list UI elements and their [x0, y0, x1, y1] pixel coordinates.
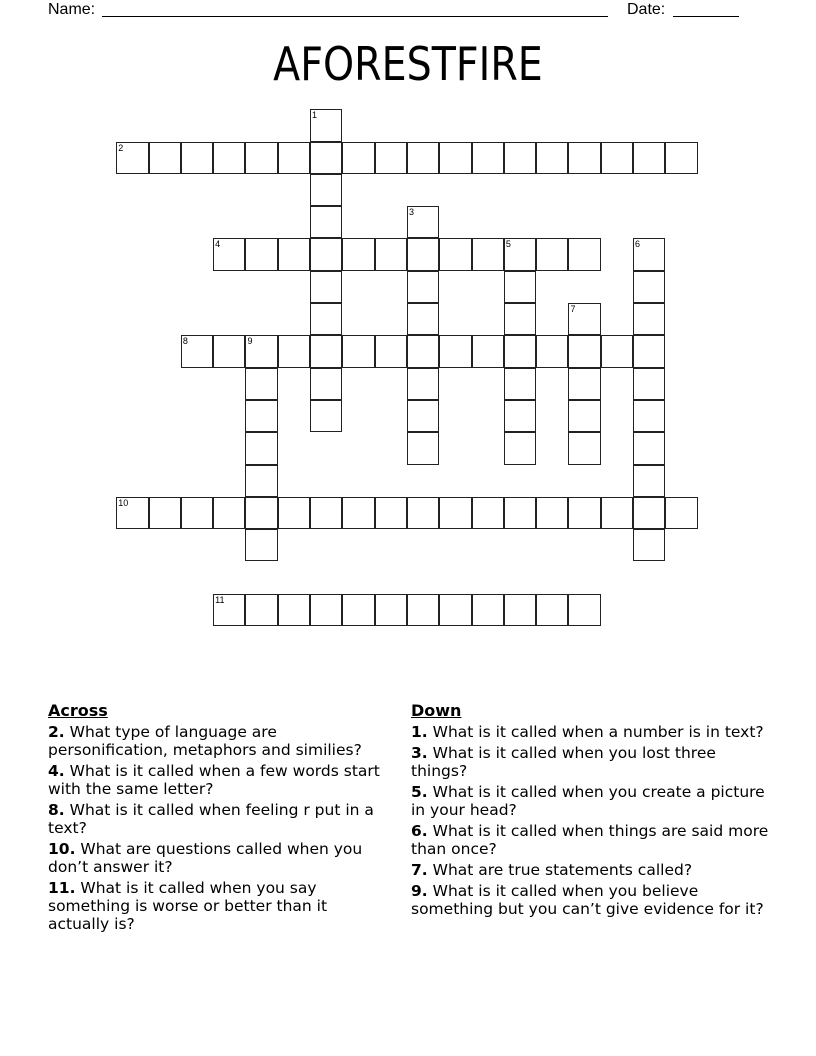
grid-cell[interactable]	[504, 238, 536, 270]
grid-cell[interactable]	[472, 238, 504, 270]
clue-number: 1	[312, 110, 318, 121]
clue-number: 6	[635, 239, 641, 250]
clue-text: What is it called when a number is in text?	[432, 723, 764, 741]
down-clues	[411, 701, 771, 921]
grid-cell[interactable]	[310, 497, 342, 529]
grid-cell[interactable]	[536, 594, 568, 626]
grid-cell[interactable]	[536, 238, 568, 270]
clue-text: What is it called when you say something is worse or better than it actually is?	[48, 879, 328, 933]
grid-cell[interactable]	[407, 368, 439, 400]
grid-cell[interactable]	[245, 594, 277, 626]
grid-cell[interactable]	[213, 594, 245, 626]
grid-cell[interactable]	[407, 497, 439, 529]
clue-num: 5.	[411, 783, 428, 801]
grid-cell[interactable]	[633, 432, 665, 464]
clue-num: 11.	[48, 879, 76, 897]
grid-cell[interactable]	[407, 400, 439, 432]
grid-cell[interactable]	[568, 432, 600, 464]
down-clue	[411, 744, 771, 780]
grid-cell[interactable]	[310, 594, 342, 626]
clue-number: 9	[247, 336, 253, 347]
name-label: Name:	[48, 1, 96, 18]
grid-cell[interactable]	[439, 142, 471, 174]
grid-cell[interactable]	[342, 335, 374, 367]
grid-cell[interactable]	[213, 238, 245, 270]
grid-cell[interactable]	[504, 335, 536, 367]
grid-cell[interactable]	[181, 142, 213, 174]
grid-cell[interactable]	[568, 238, 600, 270]
clue-text: What is it called when you lost three things?	[411, 744, 716, 780]
clue-number: 11	[215, 594, 225, 605]
puzzle-title: AFORESTFIRE	[273, 37, 543, 91]
grid-cell[interactable]	[310, 109, 342, 141]
grid-cell[interactable]	[536, 142, 568, 174]
grid-cell[interactable]	[633, 142, 665, 174]
grid-cell[interactable]	[310, 174, 342, 206]
clue-num: 7.	[411, 861, 428, 879]
grid-cell[interactable]	[439, 335, 471, 367]
grid-cell[interactable]	[568, 368, 600, 400]
clue-text: What is it called when things are said more than once?	[411, 822, 769, 858]
clue-number: 8	[182, 336, 188, 347]
clue-number: 2	[118, 142, 124, 153]
grid-cell[interactable]	[310, 400, 342, 432]
grid-cell[interactable]	[310, 142, 342, 174]
clue-text: What is it called when you create a picture in your head?	[411, 783, 765, 819]
clue-num: 9.	[411, 882, 428, 900]
down-clue	[411, 861, 771, 879]
grid-cell[interactable]	[149, 142, 181, 174]
clue-num: 6.	[411, 822, 428, 840]
grid-cell[interactable]	[633, 465, 665, 497]
grid-cell[interactable]	[116, 142, 148, 174]
grid-cell[interactable]	[375, 335, 407, 367]
grid-cell[interactable]	[665, 142, 697, 174]
grid-cell[interactable]	[568, 400, 600, 432]
grid-cell[interactable]	[504, 497, 536, 529]
grid-cell[interactable]	[181, 497, 213, 529]
grid-cell[interactable]	[342, 238, 374, 270]
grid-cell[interactable]	[245, 238, 277, 270]
grid-cell[interactable]	[633, 335, 665, 367]
grid-cell[interactable]	[375, 238, 407, 270]
grid-cell[interactable]	[472, 497, 504, 529]
grid-cell[interactable]	[536, 497, 568, 529]
grid-cell[interactable]	[439, 594, 471, 626]
clue-text: What are questions called when you don’t answer it?	[48, 840, 363, 876]
grid-cell[interactable]	[342, 142, 374, 174]
grid-cell[interactable]	[633, 271, 665, 303]
grid-cell[interactable]	[504, 271, 536, 303]
across-clue	[48, 840, 393, 876]
clue-text: What is it called when you believe something but you can’t give evidence for it?	[411, 882, 764, 918]
down-heading: Down	[411, 701, 462, 720]
grid-cell[interactable]	[633, 497, 665, 529]
clue-num: 10.	[48, 840, 76, 858]
grid-cell[interactable]	[375, 142, 407, 174]
grid-cell[interactable]	[407, 432, 439, 464]
grid-cell[interactable]	[472, 594, 504, 626]
grid-cell[interactable]	[245, 142, 277, 174]
grid-cell[interactable]	[568, 335, 600, 367]
grid-cell[interactable]	[245, 368, 277, 400]
grid-cell[interactable]	[568, 497, 600, 529]
grid-cell[interactable]	[633, 529, 665, 561]
clue-number: 5	[505, 239, 511, 250]
grid-cell[interactable]	[665, 497, 697, 529]
crossword-grid	[117, 110, 699, 628]
grid-cell[interactable]	[504, 594, 536, 626]
grid-cell[interactable]	[310, 238, 342, 270]
grid-cell[interactable]	[472, 335, 504, 367]
grid-cell[interactable]	[504, 400, 536, 432]
clue-number: 10	[118, 497, 129, 508]
grid-cell[interactable]	[149, 497, 181, 529]
grid-cell[interactable]	[407, 238, 439, 270]
grid-cell[interactable]	[310, 303, 342, 335]
grid-cell[interactable]	[375, 594, 407, 626]
date-label: Date:	[627, 1, 666, 18]
grid-cell[interactable]	[245, 400, 277, 432]
clue-text: What is it called when feeling r put in a text?	[48, 801, 374, 837]
grid-cell[interactable]	[601, 497, 633, 529]
grid-cell[interactable]	[633, 303, 665, 335]
grid-cell[interactable]	[245, 465, 277, 497]
grid-cell[interactable]	[536, 335, 568, 367]
across-clue	[48, 762, 393, 798]
grid-cell[interactable]	[310, 335, 342, 367]
clue-num: 8.	[48, 801, 65, 819]
grid-cell[interactable]	[439, 497, 471, 529]
grid-cell[interactable]	[633, 238, 665, 270]
name-field[interactable]	[102, 16, 608, 17]
grid-cell[interactable]	[504, 432, 536, 464]
clue-text: What is it called when a few words start with the same letter?	[48, 762, 380, 798]
grid-cell[interactable]	[504, 303, 536, 335]
grid-cell[interactable]	[310, 271, 342, 303]
date-field[interactable]	[673, 16, 739, 17]
across-heading: Across	[48, 701, 108, 720]
grid-cell[interactable]	[504, 142, 536, 174]
grid-cell[interactable]	[278, 238, 310, 270]
grid-cell[interactable]	[213, 497, 245, 529]
grid-cell[interactable]	[245, 497, 277, 529]
grid-cell[interactable]	[472, 142, 504, 174]
grid-cell[interactable]	[439, 238, 471, 270]
down-clue	[411, 882, 771, 918]
grid-cell[interactable]	[213, 335, 245, 367]
clue-num: 3.	[411, 744, 428, 762]
clue-num: 2.	[48, 723, 65, 741]
grid-cell[interactable]	[633, 400, 665, 432]
clue-text: What are true statements called?	[432, 861, 693, 879]
grid-cell[interactable]	[407, 206, 439, 238]
grid-cell[interactable]	[407, 335, 439, 367]
down-clue	[411, 822, 771, 858]
grid-cell[interactable]	[407, 271, 439, 303]
grid-cell[interactable]	[245, 432, 277, 464]
grid-cell[interactable]	[568, 594, 600, 626]
grid-cell[interactable]	[116, 497, 148, 529]
grid-cell[interactable]	[407, 303, 439, 335]
across-clues	[48, 701, 393, 936]
grid-cell[interactable]	[213, 142, 245, 174]
across-clue	[48, 723, 393, 759]
grid-cell[interactable]	[407, 142, 439, 174]
grid-cell[interactable]	[278, 142, 310, 174]
down-clue	[411, 783, 771, 819]
grid-cell[interactable]	[278, 335, 310, 367]
grid-cell[interactable]	[245, 529, 277, 561]
grid-cell[interactable]	[310, 206, 342, 238]
grid-cell[interactable]	[278, 497, 310, 529]
grid-cell[interactable]	[504, 368, 536, 400]
clue-number: 7	[570, 304, 576, 315]
grid-cell[interactable]	[601, 335, 633, 367]
grid-cell[interactable]	[310, 368, 342, 400]
clue-num: 4.	[48, 762, 65, 780]
grid-cell[interactable]	[342, 497, 374, 529]
grid-cell[interactable]	[375, 497, 407, 529]
down-clue	[411, 723, 771, 741]
grid-cell[interactable]	[342, 594, 374, 626]
clue-number: 3	[408, 207, 414, 218]
clue-number: 4	[215, 239, 221, 250]
grid-cell[interactable]	[568, 303, 600, 335]
grid-cell[interactable]	[181, 335, 213, 367]
across-clue	[48, 879, 393, 933]
grid-cell[interactable]	[601, 142, 633, 174]
across-clue	[48, 801, 393, 837]
grid-cell[interactable]	[568, 142, 600, 174]
clue-num: 1.	[411, 723, 428, 741]
grid-cell[interactable]	[245, 335, 277, 367]
clue-text: What type of language are personification, metaphors and similies?	[48, 723, 362, 759]
grid-cell[interactable]	[407, 594, 439, 626]
grid-cell[interactable]	[278, 594, 310, 626]
grid-cell[interactable]	[633, 368, 665, 400]
